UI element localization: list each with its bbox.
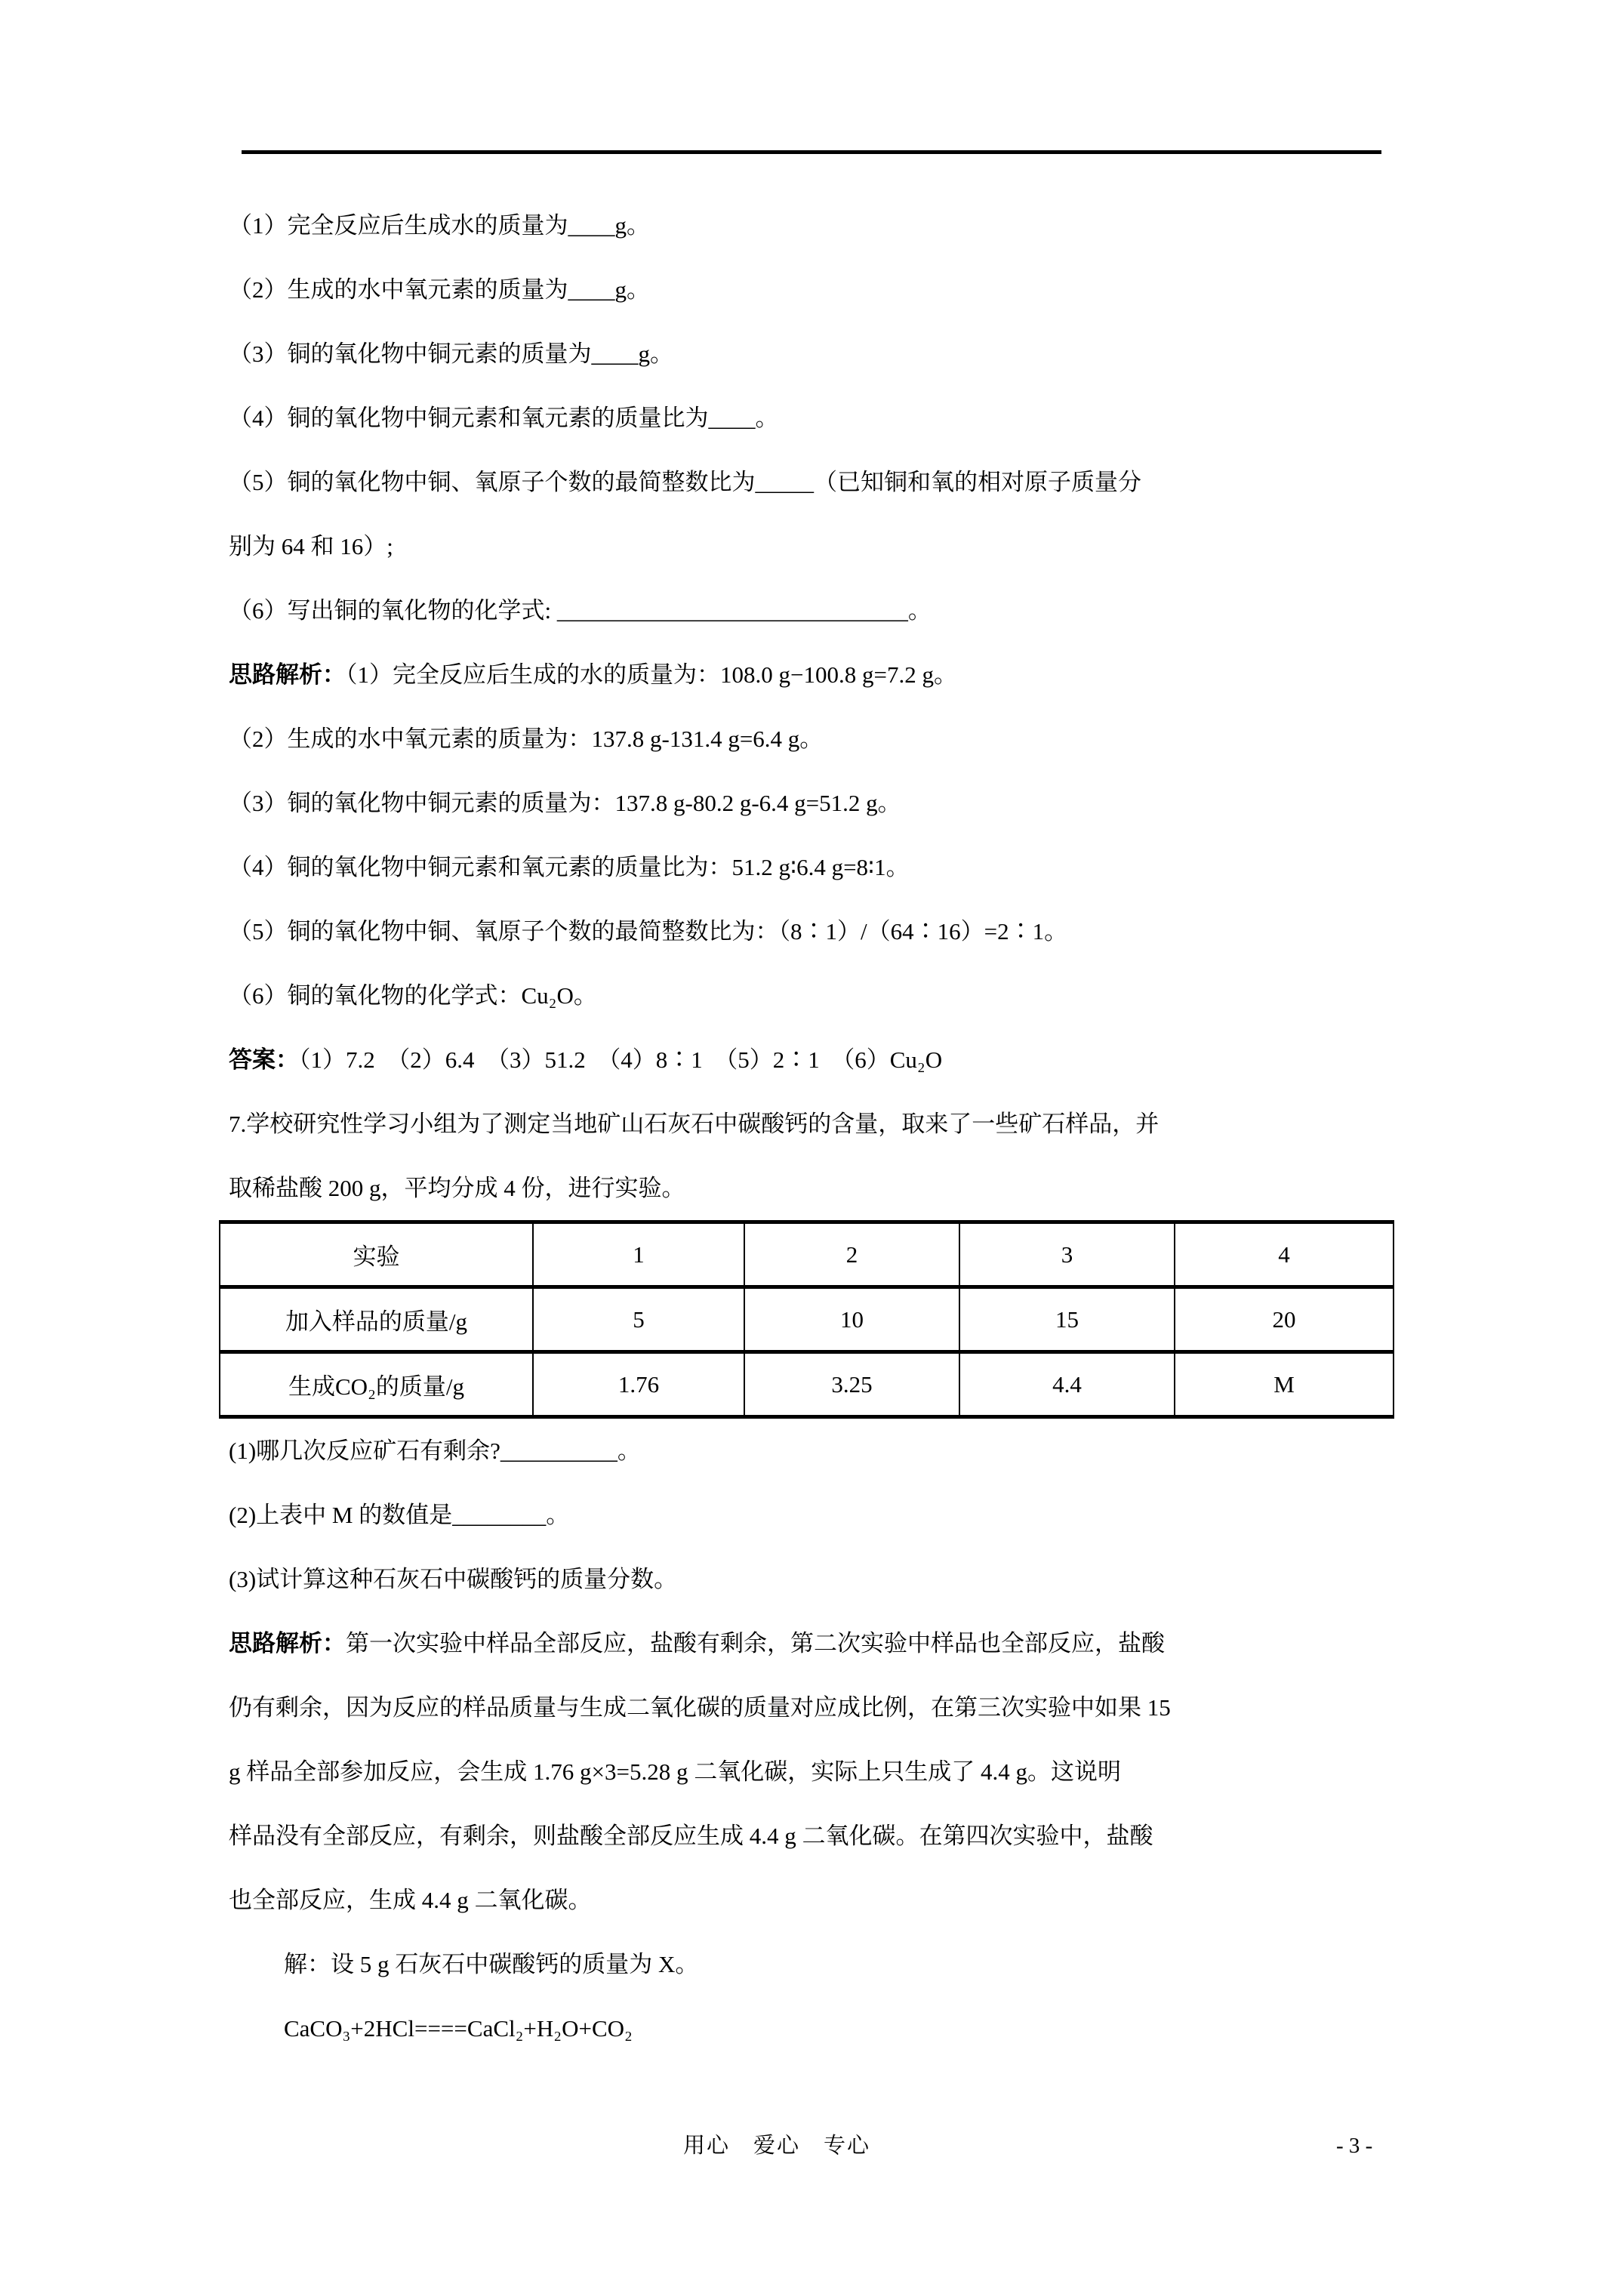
q6-analysis-line-6: （6）铜的氧化物的化学式：Cu₂O。 [229, 982, 597, 1009]
q7-sub3-line: (3)试计算这种石灰石中碳酸钙的质量分数。 [229, 1566, 678, 1592]
co2-mass-row [220, 1352, 1394, 1417]
q7-analysis-line-1 [229, 1611, 1429, 1675]
experiment-header-row [220, 1222, 1394, 1287]
q6-answer-text: （1）7.2 （2）6.4 （3）51.2 （4）8∶1 （5）2∶1 （6）Cu₂O [299, 1046, 943, 1073]
sample-mass-row [220, 1287, 1394, 1352]
footer-page-number: - 3 - [1336, 2134, 1373, 2158]
q7-stem-line-1: 7.学校研究性学习小组为了测定当地矿山石灰石中碳酸钙的含量，取来了一些矿石样品，并 [229, 1111, 1160, 1137]
q6-analysis-line-2: （2）生成的水中氧元素的质量为：137.8 g-131.4 g=6.4 g。 [229, 726, 824, 752]
q6-blank-line-6: （6）写出铜的氧化物的化学式: ______________________________。 [229, 597, 932, 624]
q6-analysis-line-4: （4）铜的氧化物中铜元素和氧元素的质量比为：51.2 g∶6.4 g=8∶1。 [229, 854, 910, 880]
table-cell-sample-2: 10 [744, 1287, 959, 1352]
q7-stem-line-2: 取稀盐酸 200 g，平均分成 4 份，进行实验。 [229, 1175, 685, 1201]
q6-blank-line-5: （5）铜的氧化物中铜、氧原子个数的最简整数比为_____（已知铜和氧的相对原子质量分 [229, 469, 1141, 495]
q7-analysis-line-2: 仍有剩余，因为反应的样品质量与生成二氧化碳的质量对应成比例，在第三次实验中如果 15 [229, 1694, 1171, 1721]
q6-blank-line-5-cont: 别为 64 和 16）; [229, 533, 393, 559]
document-body [229, 193, 1429, 2060]
q7-analysis-line-5: 也全部反应，生成 4.4 g 二氧化碳。 [229, 1887, 592, 1913]
q6-blank-line-2: （2）生成的水中氧元素的质量为____g。 [229, 276, 650, 303]
experiment-table [219, 1220, 1394, 1419]
table-cell-sample-label: 加入样品的质量/g [220, 1287, 533, 1352]
footer-motto: 用心 爱心 专心 [683, 2134, 871, 2158]
q7-analysis-line-4: 样品没有全部反应，有剩余，则盐酸全部反应生成 4.4 g 二氧化碳。在第四次实验中，盐酸 [229, 1823, 1153, 1849]
q6-analysis-line-5: （5）铜的氧化物中铜、氧原子个数的最简整数比为：（8∶1）/（64∶16）=2∶1。 [229, 918, 1068, 945]
q6-analysis-line-3: （3）铜的氧化物中铜元素的质量为：137.8 g-80.2 g-6.4 g=51.2 g。 [229, 790, 901, 816]
q6-blank-line-1: （1）完全反应后生成水的质量为____g。 [229, 212, 650, 239]
table-cell-sample-1: 5 [533, 1287, 744, 1352]
q7-analysis-line-3: g 样品全部参加反应，会生成 1.76 g×3=5.28 g 二氧化碳，实际上只生成了 4.4 g。这说明 [229, 1758, 1121, 1785]
table-cell-exp-4: 4 [1175, 1222, 1394, 1287]
q6-analysis-text-1: （1）完全反应后生成的水的质量为：108.0 g−100.8 g=7.2 g。 [346, 661, 957, 688]
q6-blank-line-3: （3）铜的氧化物中铜元素的质量为____g。 [229, 341, 673, 367]
table-cell-co2-label: 生成CO₂的质量/g [220, 1352, 533, 1417]
table-cell-exp-2: 2 [744, 1222, 959, 1287]
table-cell-co2-2: 3.25 [744, 1352, 959, 1417]
table-cell-co2-3: 4.4 [959, 1352, 1175, 1417]
q7-sub1-line: (1)哪几次反应矿石有剩余?__________。 [229, 1438, 641, 1464]
table-cell-exp-1: 1 [533, 1222, 744, 1287]
answer-label: 答案： [229, 1046, 299, 1073]
q6-blank-line-4: （4）铜的氧化物中铜元素和氧元素的质量比为____。 [229, 405, 779, 431]
q7-solution-setup-line: 解：设 5 g 石灰石中碳酸钙的质量为 X。 [284, 1951, 699, 1977]
q6-answer-line [229, 1028, 1429, 1092]
q7-sub2-line: (2)上表中 M 的数值是________。 [229, 1502, 570, 1528]
table-cell-co2-4: M [1175, 1352, 1394, 1417]
table-cell-sample-3: 15 [959, 1287, 1175, 1352]
q7-analysis-text-1: 第一次实验中样品全部反应，盐酸有剩余，第二次实验中样品也全部反应，盐酸 [346, 1630, 1165, 1657]
chemical-equation-line: CaCO₃+2HCl====CaCl₂+H₂O+CO₂ [284, 2015, 633, 2042]
table-cell-exp-3: 3 [959, 1222, 1175, 1287]
table-cell-sample-4: 20 [1175, 1287, 1394, 1352]
table-cell-experiment-label: 实验 [220, 1222, 533, 1287]
header-rule [242, 150, 1381, 154]
q6-analysis-line-1 [229, 643, 1429, 707]
table-cell-co2-1: 1.76 [533, 1352, 744, 1417]
analysis-label: 思路解析： [229, 1630, 346, 1657]
analysis-label: 思路解析： [229, 661, 346, 688]
